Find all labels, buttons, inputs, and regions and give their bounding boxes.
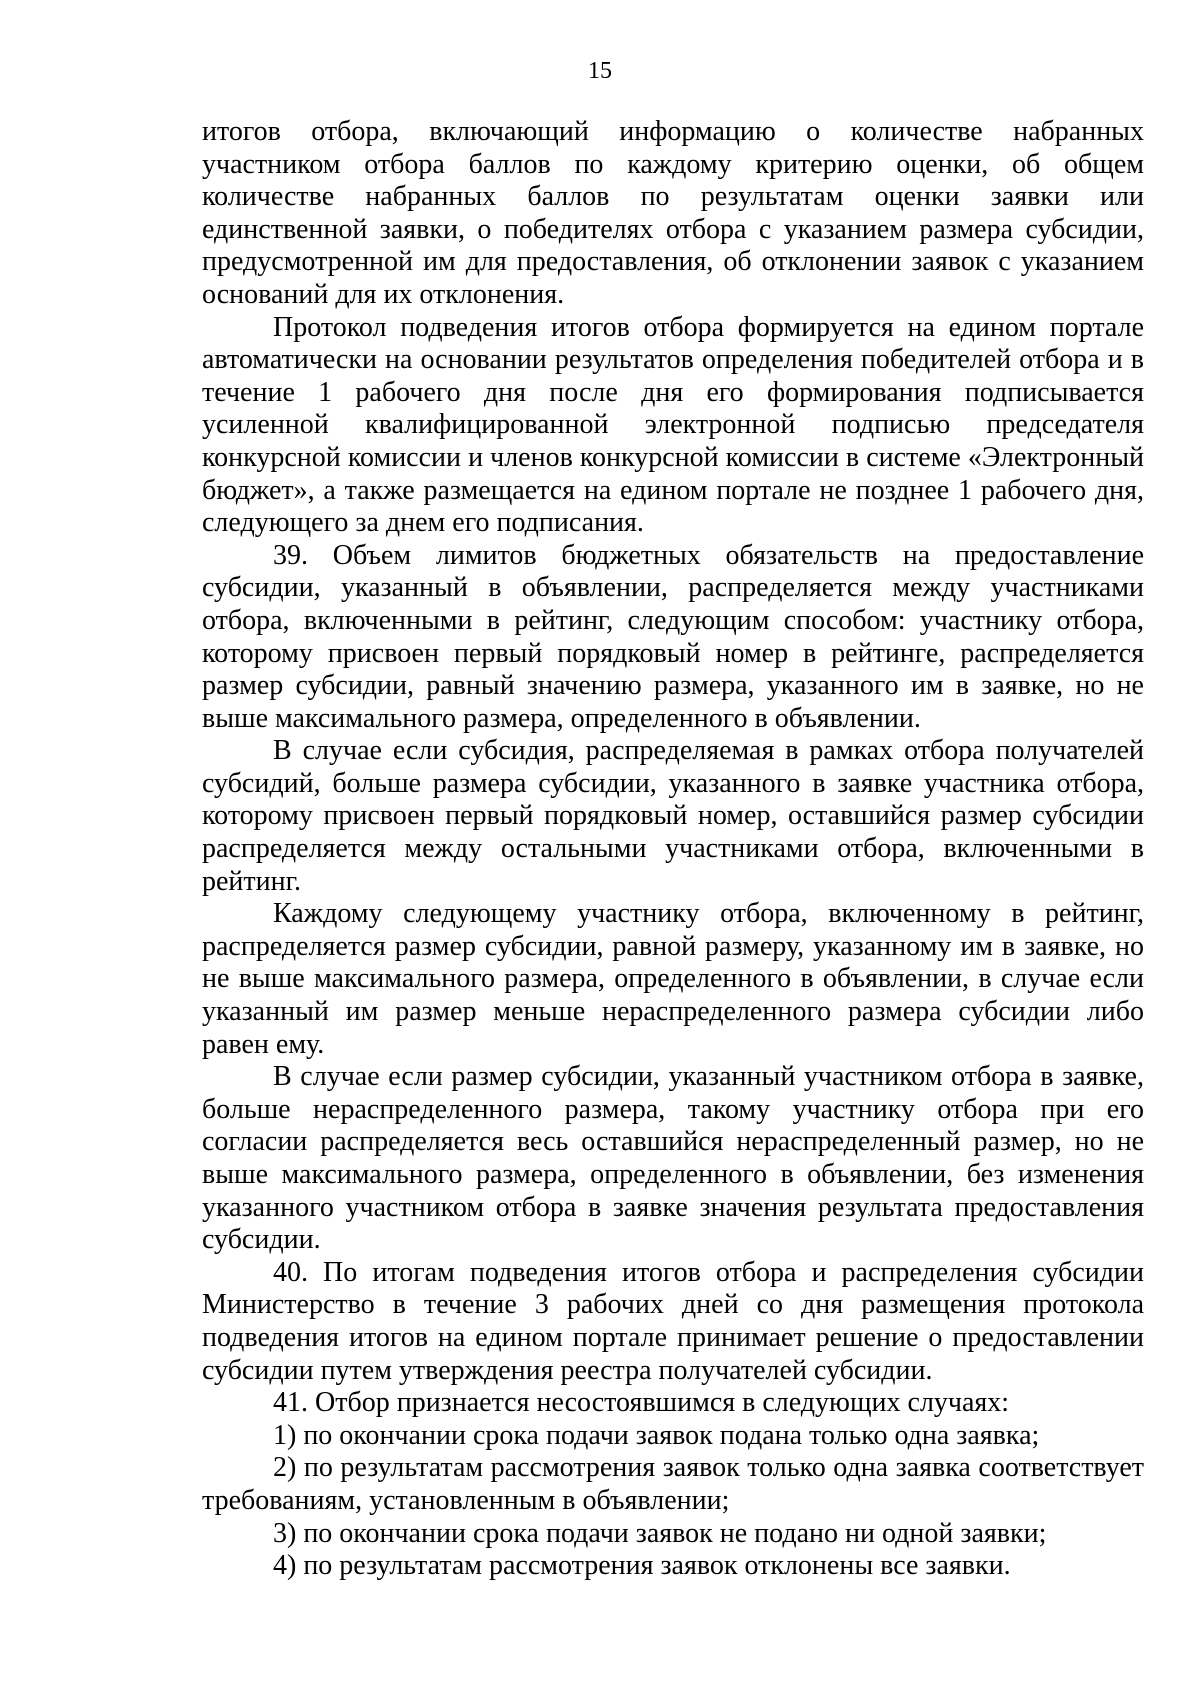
page-number: 15 (588, 58, 612, 84)
paragraph-undistributed-amount: В случае если размер субсидии, указанный участником отбора в заявке, больше нераспределенного размера, такому участнику отбора при его согласии распределяется весь оставшийся нераспределенный размер, но не выше максимального размера, определенного в объявлении, без изменения указанного участником отбора в заявке значения результата предоставления субсидии. (202, 1061, 1144, 1256)
paragraph-protocol-signing: Протокол подведения итогов отбора формируется на едином портале автоматически на основании результатов определения победителей отбора и в течение 1 рабочего дня после дня его формирования подписывается усиленной квалифицированной электронной подписью председателя конкурсной комиссии и членов конкурсной комиссии в системе «Электронный бюджет», а также размещается на едином портале не позднее 1 рабочего дня, следующего за днем его подписания. (202, 311, 1144, 539)
list-item-4: 4) по результатам рассмотрения заявок отклонены все заявки. (273, 1550, 1011, 1582)
paragraph-item-39: 39. Объем лимитов бюджетных обязательств на предоставление субсидии, указанный в объявлении, распределяется между участниками отбора, включенными в рейтинг, следующим способом: участнику отбора, которому присвоен первый порядковый номер в рейтинге, распределяется размер субсидии, равный значению размера, указанного им в заявке, но не выше максимального размера, определенного в объявлении. (202, 539, 1144, 734)
paragraph-next-participant: Каждому следующему участнику отбора, включенному в рейтинг, распределяется размер субсидии, равной размеру, указанному им в заявке, но не выше максимального размера, определенного в объявлении, в случае если указанный им размер меньше нераспределенного размера субсидии либо равен ему. (202, 898, 1144, 1060)
paragraph-item-41: 41. Отбор признается несостоявшимся в следующих случаях: (273, 1387, 1010, 1419)
paragraph-item-40: 40. По итогам подведения итогов отбора и распределения субсидии Министерство в течение 3 рабочих дней со дня размещения протокола подведения итогов на едином портале принимает решение о предоставлении субсидии путем утверждения реестра получателей субсидии. (202, 1256, 1144, 1386)
paragraph-protocol-contents: итогов отбора, включающий информацию о количестве набранных участником отбора баллов по каждому критерию оценки, об общем количестве набранных баллов по результатам оценки заявки или единственной заявки, о победителях отбора с указанием размера субсидии, предусмотренной им для предоставления, об отклонении заявок с указанием оснований для их отклонения. (202, 116, 1144, 310)
paragraph-remaining-subsidy: В случае если субсидия, распределяемая в рамках отбора получателей субсидий, больше размера субсидии, указанного в заявке участника отбора, которому присвоен первый порядковый номер, оставшийся размер субсидии распределяется между остальными участниками отбора, включенными в рейтинг. (202, 735, 1144, 897)
document-body (202, 116, 1144, 1583)
list-item-3: 3) по окончании срока подачи заявок не подано ни одной заявки; (273, 1517, 1047, 1549)
list-item-1: 1) по окончании срока подачи заявок подана только одна заявка; (273, 1419, 1040, 1451)
list-item-2: 2) по результатам рассмотрения заявок только одна заявка соответствует требованиям, установленным в объявлении; (202, 1452, 1144, 1516)
